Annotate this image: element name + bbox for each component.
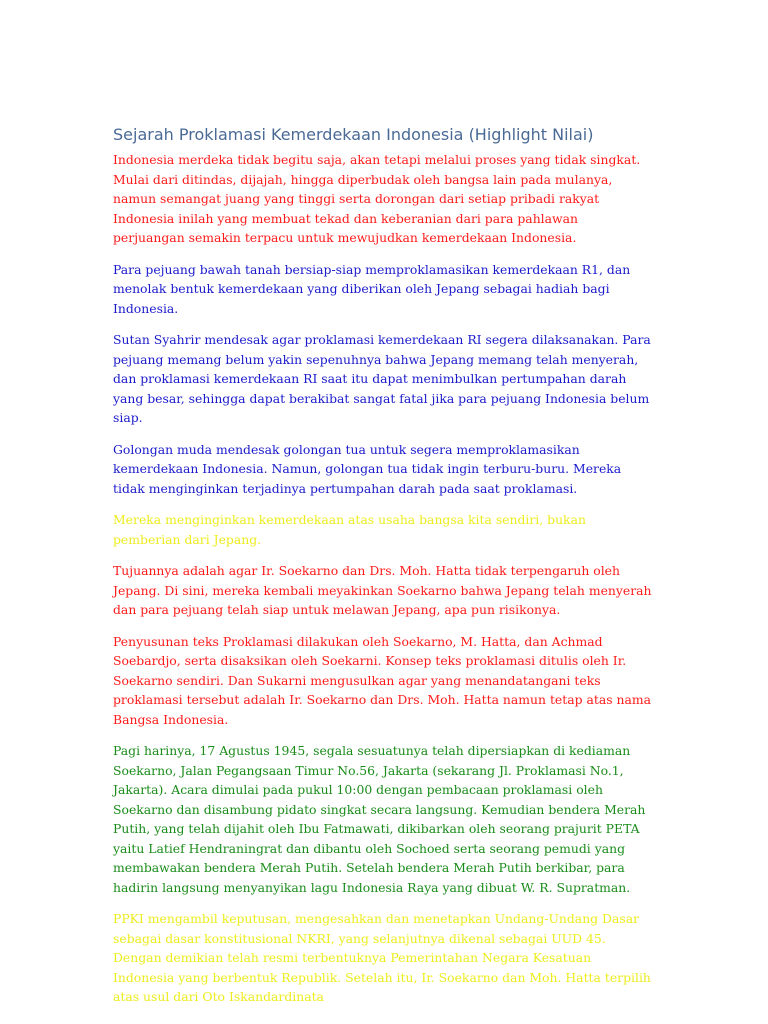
- paragraph: Mereka menginginkan kemerdekaan atas usaha bangsa kita sendiri, bukan pemberian dari Jepang.: [113, 512, 586, 547]
- paragraph: Penyusunan teks Proklamasi dilakukan oleh Soekarno, M. Hatta, dan Achmad Soebardjo, serta disaksikan oleh Soekarni. Konsep teks proklamasi ditulis oleh Ir. Soekarno sendiri. Dan Sukarni mengusulkan agar yang menandatangani teks proklamasi tersebut adalah Ir. Soekarno dan Drs. Moh. Hatta namun tetap atas nama Bangsa Indonesia.: [113, 633, 652, 727]
- paragraph: Para pejuang bawah tanah bersiap-siap memproklamasikan kemerdekaan R1, dan menolak bentuk kemerdekaan yang diberikan oleh Jepang sebagai hadiah bagi Indonesia.: [113, 261, 631, 316]
- paragraph: Sutan Syahrir mendesak agar proklamasi kemerdekaan RI segera dilaksanakan. Para pejuang memang belum yakin sepenuhnya bahwa Jepang memang telah menyerah, dan proklamasi kemerdekaan RI saat itu dapat menimbulkan pertumpahan darah yang besar, sehingga dapat berakibat sangat fatal jika para pejuang Indonesia belum siap.: [113, 332, 651, 425]
- paragraph: Indonesia merdeka tidak begitu saja, akan tetapi melalui proses yang tidak singkat. Mulai dari ditindas, dijajah, hingga diperbudak oleh bangsa lain pada mulanya, namun semangat juang yang tinggi serta dorongan dari setiap pribadi rakyat Indonesia inilah yang membuat tekad dan keberanian dari para pahlawan perjuangan semakin terpacu untuk mewujudkan kemerdekaan Indonesia.: [113, 152, 641, 245]
- paragraph: Golongan muda mendesak golongan tua untuk segera memproklamasikan kemerdekaan Indonesia. Namun, golongan tua tidak ingin terburu-buru. Mereka tidak menginginkan terjadinya pertumpahan darah pada saat proklamasi.: [113, 441, 622, 496]
- paragraph: Pagi harinya, 17 Agustus 1945, segala sesuatunya telah dipersiapkan di kediaman Soekarno, Jalan Pegangsaan Timur No.56, Jakarta (sekarang Jl. Proklamasi No.1, Jakarta). Acara dimulai pada pukul 10:00 dengan pembacaan proklamasi oleh Soekarno dan disambung pidato singkat secara langsung. Kemudian bendera Merah Putih, yang telah dijahit oleh Ibu Fatmawati, dikibarkan oleh seorang prajurit PETA yaitu Latief Hendraningrat dan dibantu oleh Sochoed serta seorang pemudi yang membawakan bendera Merah Putih. Setelah bendera Merah Putih berkibar, para hadirin langsung menyanyikan lagu Indonesia Raya yang dibuat W. R. Supratman.: [113, 743, 646, 895]
- document-title: Sejarah Proklamasi Kemerdekaan Indonesia (Highlight Nilai): [113, 125, 594, 144]
- document-body: [113, 124, 653, 1019]
- paragraph: PPKI mengambil keputusan, mengesahkan dan menetapkan Undang-Undang Dasar sebagai dasar konstitusional NKRI, yang selanjutnya dikenal sebagai UUD 45. Dengan demikian telah resmi terbentuknya Pemerintahan Negara Kesatuan Indonesia yang berbentuk Republik. Setelah itu, Ir. Soekarno dan Moh. Hatta terpilih atas usul dari Oto Iskandardinata: [113, 911, 651, 1004]
- paragraph: Tujuannya adalah agar Ir. Soekarno dan Drs. Moh. Hatta tidak terpengaruh oleh Jepang. Di sini, mereka kembali meyakinkan Soekarno bahwa Jepang telah menyerah dan para pejuang telah siap untuk melawan Jepang, apa pun risikonya.: [113, 563, 652, 617]
